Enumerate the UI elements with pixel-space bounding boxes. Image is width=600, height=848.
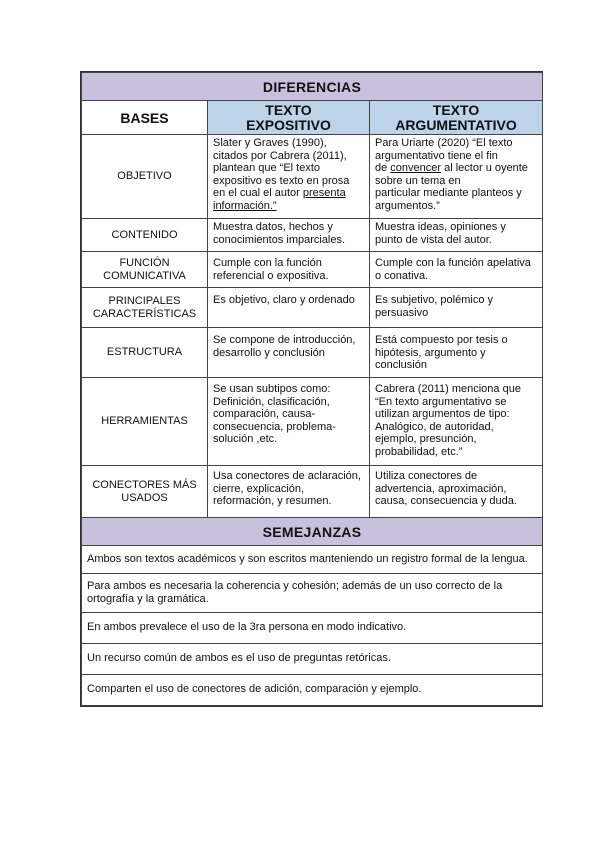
argumentativo-cell [370,466,543,518]
cell-line: plantean que “El texto [213,162,321,174]
cell-line: reformación, y resumen. [213,495,332,507]
cell-line: Cumple con la función apelativa [375,257,531,269]
expositivo-cell [208,252,370,288]
similarity-line: Un recurso común de ambos es el uso de preguntas retóricas. [87,652,391,665]
base-label [82,135,208,219]
table-row [82,252,543,288]
expositivo-cell [208,288,370,328]
cell-line: cierre, explicación, [213,482,305,495]
similarity-line: En ambos prevalece el uso de la 3ra persona en modo indicativo. [87,621,407,634]
cell-line: Analógico, de autoridad, [375,420,494,433]
base-label [82,288,208,328]
cell-line: ejemplo, presunción, [375,433,477,445]
underlined-word: convencer [390,162,442,174]
base-label-line: HERRAMIENTAS [101,415,188,427]
cell-line: particular mediante planteos y [375,187,522,199]
similarity-line: Comparten el uso de conectores de adición, comparación y ejemplo. [87,683,422,696]
cell-line: Se usan subtipos como: [213,383,331,395]
cell-text: de [375,162,391,174]
base-label-line: OBJETIVO [117,170,172,182]
cell-line: Es objetivo, claro y ordenado [213,294,355,306]
similarity-item [82,644,543,675]
cell-line: persuasivo [375,306,429,319]
base-label-line: FUNCIÓN [119,256,170,269]
expositivo-cell [208,466,370,518]
table-row [82,135,543,219]
cell-line: Se compone de introducción, [213,334,356,346]
table-row [82,288,543,328]
cell-text: en el cual el autor [213,187,303,199]
header-argumentativo [370,101,543,135]
cell-line: Es subjetivo, polémico y [375,294,493,306]
base-label [82,219,208,252]
cell-line: conocimientos imparciales. [213,233,346,246]
base-label-line: COMUNICATIVA [103,269,186,282]
expositivo-cell [208,328,370,378]
similarity-row [82,675,543,706]
similarity-item [82,675,543,706]
cell-line: Muestra ideas, opiniones y [375,221,506,233]
base-label-line: PRINCIPALES [108,294,181,307]
table-row [82,378,543,466]
cell-line: punto de vista del autor. [375,233,492,246]
cell-line-underlined: información.” [213,199,277,212]
base-label-line: CARACTERÍSTICAS [92,307,197,320]
cell-line: citados por Cabrera (2011), [213,149,347,162]
comparison-table [80,71,543,707]
similarity-line: Para ambos es necesaria la coherencia y cohesión; además de un uso correcto de la [87,579,503,592]
argumentativo-cell [370,288,543,328]
cell-line: solución ,etc. [213,433,278,445]
table-row [82,328,543,378]
base-label [82,252,208,288]
cell-line: Muestra datos, hechos y [213,221,333,233]
cell-line [213,187,364,200]
similarity-line: Ambos son textos académicos y son escritos manteniendo un registro formal de la lengua. [87,552,528,565]
header-argumentativo-line: TEXTO [432,101,480,118]
base-label-line: CONTENIDO [111,228,178,241]
cell-line: causa, consecuencia y duda. [375,495,517,507]
base-label-line: CONECTORES MÁS [92,478,197,491]
header-argumentativo-line: ARGUMENTATIVO [395,116,517,133]
similarity-row [82,613,543,644]
cell-line: Cumple con la función [213,257,322,269]
cell-line: Slater y Graves (1990), [213,137,327,149]
cell-text: al lector u oyente [441,162,528,174]
cell-line: comparación, causa- [213,408,316,420]
cell-line: advertencia, aproximación, [375,482,507,495]
cell-line: Utiliza conectores de [375,470,478,482]
base-label-line: ESTRUCTURA [106,346,183,358]
argumentativo-cell [370,135,543,219]
cell-line: referencial o expositiva. [213,269,329,282]
expositivo-cell [208,219,370,252]
base-label-line: USADOS [121,491,168,504]
cell-line: desarrollo y conclusión [213,346,325,359]
similarity-line: ortografía y la gramática. [87,593,209,605]
similarity-row [82,574,543,613]
cell-line: expositivo es texto en prosa [213,174,350,187]
table-row [82,219,543,252]
similarity-item [82,546,543,574]
argumentativo-cell [370,328,543,378]
header-expositivo [208,101,370,135]
cell-line: Definición, clasificación, [213,395,330,408]
cell-line: argumentos.” [375,199,440,212]
cell-line: consecuencia, problema- [213,420,336,433]
cell-line: Cabrera (2011) menciona que [375,383,521,395]
similarity-row [82,546,543,574]
cell-line: “En texto argumentativo se [375,395,507,408]
underlined-word: presenta [302,187,346,199]
cell-line: o conativa. [375,269,429,282]
base-label [82,328,208,378]
similarity-item [82,613,543,644]
cell-line: conclusión [375,359,427,371]
expositivo-cell [208,135,370,219]
argumentativo-cell [370,219,543,252]
argumentativo-cell [370,378,543,466]
cell-line: sobre un tema en [375,174,461,187]
cell-line: Usa conectores de aclaración, [213,470,361,482]
table-row [82,466,543,518]
header-expositivo-line: EXPOSITIVO [246,116,331,133]
header-expositivo-line: TEXTO [265,101,312,118]
cell-line: utilizan argumentos de tipo: [375,408,510,420]
similarity-item [82,574,543,613]
similarities-title: SEMEJANZAS [82,518,543,546]
base-label [82,466,208,518]
cell-line: Está compuesto por tesis o [375,334,508,346]
cell-line [375,162,537,175]
cell-line: Para Uriarte (2020) “El texto [375,137,513,149]
expositivo-cell [208,378,370,466]
cell-line: argumentativo tiene el fin [375,149,498,162]
differences-title: DIFERENCIAS [82,73,543,101]
cell-line: hipótesis, argumento y [375,346,486,359]
header-bases: BASES [82,101,208,135]
base-label [82,378,208,466]
cell-line: probabilidad, etc.” [375,445,463,458]
argumentativo-cell [370,252,543,288]
similarity-row [82,644,543,675]
